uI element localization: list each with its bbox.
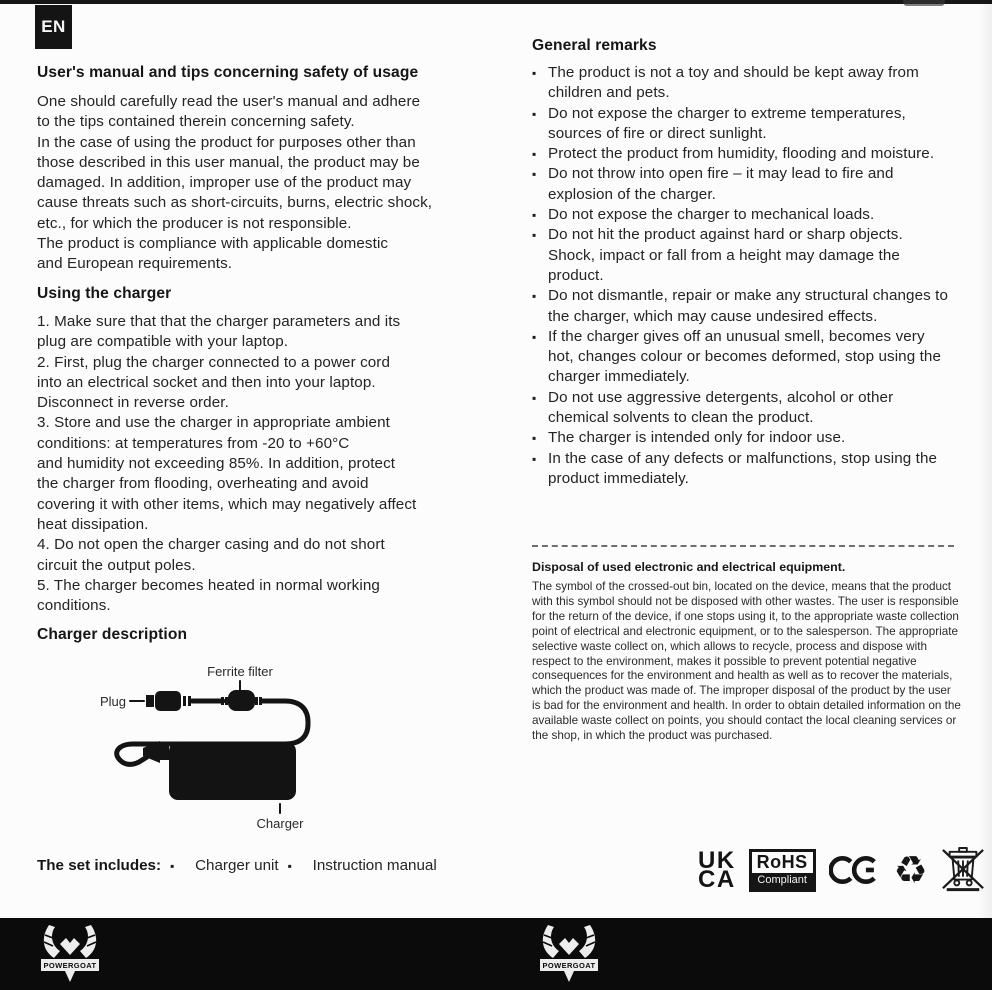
bullet-text: The product is not a toy and should be kept away from children and pets.: [548, 64, 919, 102]
set-includes-label: The set includes:: [37, 857, 162, 874]
certification-marks: [698, 845, 985, 895]
text-line: those described in this user manual, the product may be: [37, 153, 420, 171]
list-item: [532, 164, 966, 205]
footer-bar: [0, 918, 992, 990]
text-line: circuit the output poles.: [37, 556, 196, 574]
language-badge-text: EN: [41, 17, 66, 36]
description-section-heading: Charger description: [37, 626, 188, 643]
bullet-text: If the charger gives off an unusual smell, becomes very hot, changes colour or becomes deformed, stop using the charger immediately.: [548, 327, 942, 386]
text-line: and humidity not exceeding 85%. In addition, protect: [37, 455, 396, 473]
safety-paragraph: [37, 92, 432, 275]
powergoat-banner-text: POWERGOAT: [542, 961, 596, 970]
charger-diagram: [97, 654, 497, 846]
set-includes-row: [37, 856, 437, 876]
disposal-heading: Disposal of used electronic and electrical equipment.: [532, 560, 846, 574]
bullet-text: Do not expose the charger to extreme temperatures, sources of fire or direct sunlight.: [548, 104, 906, 142]
ukca-line2: CA: [698, 866, 736, 893]
disposal-text: The symbol of the crossed-out bin, located on the device, means that the product with this symbol should not be disposed with other wastes. The user is responsible for the return of the device, if one stops using it, to the appropriate waste collection point of electrical and electronic equipment, or to the salesperson. The appropriate selective waste collect on, which allows to recycle, process and dispose with respect to the environment, makes it possible to prevent potential negative consequences for the environment and health as well as to recover the materials, which the product was made of. The improper disposal of the product by the user is bad for the environment and health. In order to obtain detailed information on the available waste collect on points, you should contact the local cleaning services or the shop, in which the product was purchased.: [532, 580, 961, 743]
weee-bin-icon: [941, 845, 985, 895]
rohs-subtitle: Compliant: [752, 873, 813, 889]
rohs-mark: [749, 849, 816, 892]
list-item: [532, 225, 966, 286]
text-line: 5. The charger becomes heated in normal working: [37, 576, 380, 594]
bullet-icon: ▪: [287, 859, 292, 873]
right-column: [532, 0, 966, 918]
bullet-text: In the case of any defects or malfunctions, stop using the product immediately.: [548, 449, 938, 487]
text-line: conditions.: [37, 597, 111, 615]
bullet-icon: ▪: [532, 208, 537, 223]
bullet-icon: ▪: [532, 451, 537, 466]
dashed-divider: [532, 545, 954, 547]
bullet-text: Do not dismantle, repair or make any structural changes to the charger, which may cause undesired effects.: [548, 287, 949, 325]
bullet-icon: ▪: [532, 167, 537, 182]
bullet-text: Do not expose the charger to mechanical loads.: [548, 206, 875, 224]
set-item: Instruction manual: [312, 857, 437, 874]
bullet-icon: ▪: [532, 431, 537, 446]
text-line: into an electrical socket and then into your laptop.: [37, 373, 376, 391]
bullet-icon: ▪: [532, 66, 537, 80]
powergoat-logo: [536, 923, 602, 983]
text-line: conditions: at temperatures from -20 to +60°C: [37, 434, 350, 452]
bullet-icon: ▪: [170, 859, 175, 873]
rohs-title: RoHS: [756, 851, 808, 872]
plug-body-shape: [155, 691, 181, 711]
ce-mark-icon: [829, 855, 881, 885]
text-line: 1. Make sure that that the charger parameters and its: [37, 313, 401, 330]
ukca-mark: [698, 847, 736, 893]
bullet-text: Do not hit the product against hard or sharp objects. Shock, impact or fall from a height may damage the product.: [548, 226, 903, 284]
text-line: 4. Do not open the charger casing and do not short: [37, 536, 385, 554]
powergoat-banner-text: POWERGOAT: [43, 961, 97, 970]
bullet-icon: ▪: [532, 228, 537, 243]
ferrite-filter-shape: [228, 690, 255, 711]
bullet-icon: ▪: [532, 329, 537, 344]
bullet-text: The charger is intended only for indoor use.: [548, 429, 846, 447]
scan-edge-shadow: [978, 0, 992, 918]
list-item: [532, 428, 966, 448]
text-line: 3. Store and use the charger in appropriate ambient: [37, 414, 390, 432]
text-line: damaged. In addition, improper use of the product may: [37, 174, 412, 192]
text-line: cause threats such as short-circuits, burns, electric shock,: [37, 194, 433, 212]
ferrite-filter-label: Ferrite filter: [207, 664, 273, 679]
bullet-text: Protect the product from humidity, flooding and moisture.: [548, 145, 935, 163]
charger-brick-shape: [169, 742, 296, 800]
text-line: 2. First, plug the charger connected to a power cord: [37, 353, 391, 371]
bullet-icon: ▪: [532, 106, 537, 121]
using-section-heading: Using the charger: [37, 285, 172, 302]
list-item: [532, 144, 966, 164]
text-line: plug are compatible with your laptop.: [37, 333, 289, 351]
list-item: [532, 104, 966, 145]
general-remarks-heading: General remarks: [532, 37, 657, 54]
recycle-icon: ♻: [893, 848, 928, 892]
general-remarks-list: [532, 63, 966, 489]
using-instructions: [37, 312, 416, 616]
text-line: and European requirements.: [37, 255, 233, 273]
bullet-icon: ▪: [532, 390, 537, 405]
list-item: [532, 449, 966, 490]
bullet-text: Do not use aggressive detergents, alcohol or other chemical solvents to clean the product.: [548, 388, 894, 427]
bullet-text: Do not throw into open fire – it may lead to fire and explosion of the charger.: [548, 165, 894, 203]
plug-prong-shape: [146, 695, 154, 707]
safety-section-heading: User's manual and tips concerning safety of usage: [37, 64, 419, 81]
bullet-icon: ▪: [532, 289, 537, 304]
bullet-icon: ▪: [532, 147, 537, 162]
set-item: Charger unit: [195, 857, 279, 874]
list-item: [532, 388, 966, 429]
text-line: covering it with other items, which may negatively affect: [37, 495, 417, 513]
text-line: Disconnect in reverse order.: [37, 394, 229, 412]
plug-label: Plug: [100, 694, 127, 709]
list-item: [532, 286, 966, 327]
text-line: heat dissipation.: [37, 515, 149, 533]
text-line: the charger from flooding, overheating and avoid: [37, 475, 369, 493]
list-item: [532, 63, 966, 104]
text-line: The product is compliance with applicable domestic: [37, 235, 389, 253]
ukca-line1: UK: [698, 847, 736, 874]
list-item: [532, 205, 966, 225]
text-line: etc., for which the producer is not responsible.: [37, 214, 352, 232]
left-column: [37, 0, 507, 918]
charger-label: Charger: [256, 816, 304, 831]
text-line: to the tips contained therein concerning safety.: [37, 113, 355, 131]
powergoat-logo: [37, 923, 103, 983]
text-line: In the case of using the product for purposes other than: [37, 133, 416, 151]
list-item: [532, 327, 966, 388]
text-line: One should carefully read the user's manual and adhere: [37, 93, 421, 110]
